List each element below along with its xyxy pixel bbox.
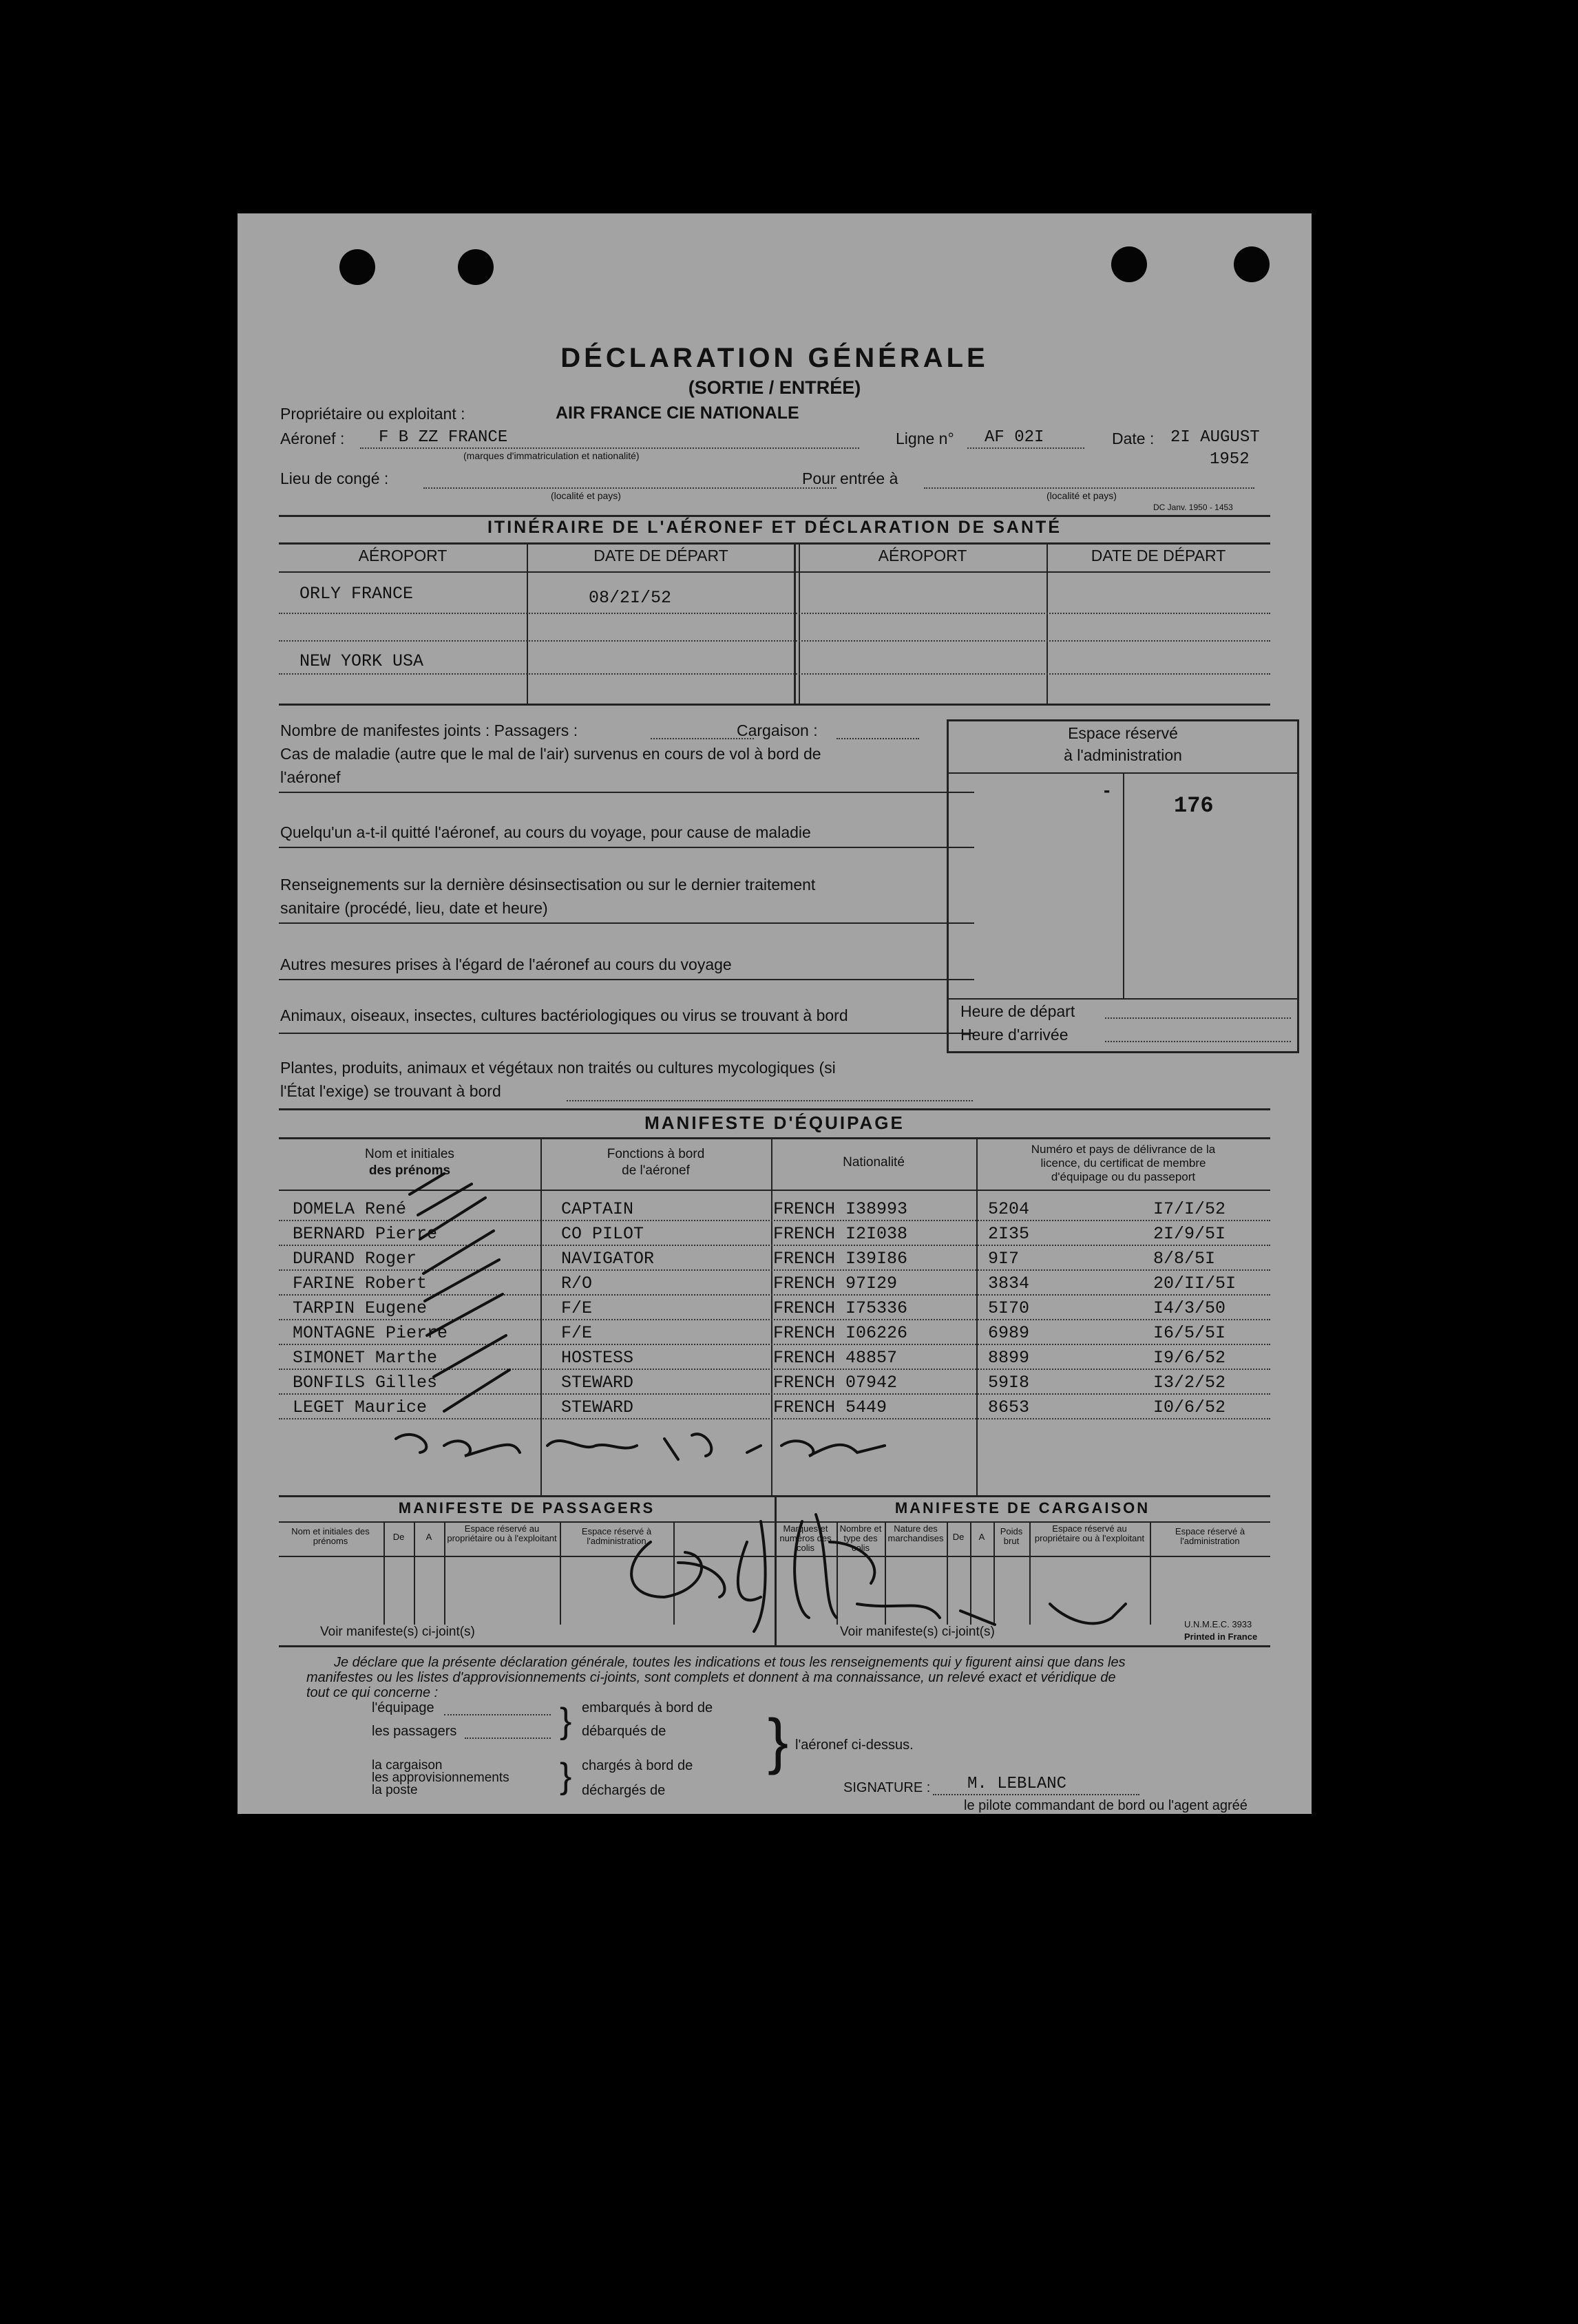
crew-nationality: FRENCH 07942 (773, 1373, 898, 1393)
cargo-see-attached: Voir manifeste(s) ci-joint(s) (840, 1625, 995, 1639)
disembarked-label: débarqués de (582, 1724, 666, 1739)
animals-question: Animaux, oiseaux, insectes, cultures bactériologiques ou virus se trouvant à bord (280, 1006, 848, 1024)
crew-license-date: I3/2/52 (1153, 1373, 1226, 1393)
line-label: Ligne n° (896, 430, 954, 447)
pax-col-owner: Espace réservé au propriétaire ou à l'exploitant (447, 1523, 557, 1543)
crew-col-nationality: Nationalité (843, 1155, 905, 1170)
aircraft-above: l'aéronef ci-dessus. (795, 1737, 914, 1753)
printer-mark-2: Printed in France (1184, 1631, 1258, 1642)
crew-name: SIMONET Marthe (293, 1348, 438, 1368)
col-airport-1: AÉROPORT (358, 547, 448, 564)
declaration-document: DÉCLARATION GÉNÉRALE (SORTIE / ENTRÉE) Propriétaire ou exploitant : AIR FRANCE CIE NATIONALE Aéronef : F B ZZ FRANCE (marques d'immatriculation et nationalité) Ligne n° AF 02I Date : 2I AUGUST 1952 Lieu de congé : (localité et pays) Pour entrée à (localité et pays) DC Janv. 1950 - 1453 ITINÉRAIRE DE L'AÉRONEF ET DÉCLARATION DE SANTÉ AÉROPORT DATE DE DÉPART AÉROPORT DATE DE DÉPART ORLY FRANCE 08/2I/52 NEW YORK USA Nombre de manifestes joints : Passagers : Cargaison : Cas de maladie (autre que le mal de l'air) survenus en cours de vol à bord de l'aéronef Quelqu'un a-t-il quitté l'aéronef, au cours du voyage, pour cause de maladie Renseignements sur la dernière désinsectisation ou sur le dernier traitement sanitaire (procédé, lieu, date et heure) Autres mesures prises à l'égard de l'aéronef au cours du voyage Animaux, oiseaux, insectes, cultures bactériologiques ou virus se trouvant à bord Plantes, produits, animaux et végétaux non traités ou cultures mycologiques (si l'État l'exige) se trouvant à bord Espace réservé à l'administration - 176 Heure de départ Heure d'arrivée MANIFESTE D'ÉQUIPAGE Nom et initiales des prénoms Fonctions à bord de l'aéronef Nationalité Numéro et pays de délivrance de la licence, du certificat de membre d'équipage ou du passeport DOMELA René CAPTAIN FRENCH I38993 5204 I7/I/52 BERNARD Pierre CO PILOT FRENCH I2I038 2I35 2I/9/5I DURAND Roger NAVIGATOR FRENCH I39I86 9I7 8/8/5I FARINE Robert R/O FRENCH 97I29 3834 20/II/5I TARPIN Eugene F/E FRENCH I75336 5I70 I4/3/50 MONTAGNE Pierre F/E FRENCH I06226 6989 I6/5/5I SIMONET Marthe HOSTESS FRENCH 48857 8899 I9/6/52 BONFILS Gilles STEWARD FRENCH 07942 59I8 I3/2/52 LEGET Maurice STEWARD FRENCH 5449 8653 I0/6/52 MANIFESTE DE PASSAGERS MANIFESTE DE CARGAISON Nom et initiales des prénoms De A Espace réservé au propriétaire ou à l'exploitant Espace réservé à l'administration Marques et numéros des colis Nombre et type des colis Nature des marchandises De A Poids brut Espace réservé au propriétaire ou à l'exploitant Espace réservé à l'administration Voir manifeste(s) ci-joint(s) Voir manifeste(s) ci-joint(s) U.N.M.E.C. 3933 Printed in France Je déclare que la présente déclaration générale, toutes les indications et tous les renseignements qui y figurent ainsi que dans les manifestes ou les listes d'approvisionnements ci-joints, sont complets et donnent à ma connaissance, un relevé exact et véridique de tout ce qui concerne : l'équipage les passagers la cargaison les approvisionnements la poste embarqués à bord de débarqués de chargés à bord de déchargés de } } } l'aéronef ci-dessus. SIGNATURE : M. LEBLANC le pilote commandant de bord ou l'agent agréé (238, 213, 1312, 1814)
crew-name: TARPIN Eugene (293, 1298, 428, 1318)
plants-question-2: l'État l'exige) se trouvant à bord (280, 1082, 501, 1100)
cargo-col-to: A (978, 1532, 985, 1542)
crew-function: CAPTAIN (561, 1199, 634, 1219)
unloaded-label: déchargés de (582, 1783, 666, 1798)
declaration-mail: la poste (372, 1783, 418, 1797)
crew-license-date: 2I/9/5I (1153, 1224, 1226, 1244)
aircraft-label: Aéronef : (280, 430, 345, 447)
plants-question: Plantes, produits, animaux et végétaux non traités ou cultures mycologiques (si (280, 1059, 836, 1077)
crew-license-number: 2I35 (988, 1224, 1030, 1244)
crew-function: HOSTESS (561, 1348, 634, 1368)
crew-nationality: FRENCH 97I29 (773, 1274, 898, 1293)
pax-col-name: Nom et initiales des prénoms (291, 1526, 370, 1546)
col-airport-2: AÉROPORT (878, 547, 967, 564)
crew-license-date: I7/I/52 (1153, 1199, 1226, 1219)
crew-license-number: 59I8 (988, 1373, 1030, 1393)
crew-function: NAVIGATOR (561, 1249, 655, 1269)
crew-nationality: FRENCH 5449 (773, 1397, 887, 1417)
crew-function: CO PILOT (561, 1224, 644, 1244)
owner-label: Propriétaire ou exploitant : (280, 405, 465, 423)
crew-col-function-2: de l'aéronef (622, 1163, 690, 1178)
aircraft-note: (marques d'immatriculation et nationalité) (463, 450, 640, 461)
crew-function: F/E (561, 1323, 593, 1343)
crew-license-number: 9I7 (988, 1249, 1020, 1269)
crew-col-name: Nom et initiales (365, 1147, 454, 1161)
itinerary-heading: ITINÉRAIRE DE L'AÉRONEF ET DÉCLARATION DE SANTÉ (487, 518, 1062, 537)
declaration-passengers: les passagers (372, 1724, 457, 1739)
admin-box-title: Espace réservé (1068, 724, 1178, 742)
illness-question: Cas de maladie (autre que le mal de l'air) survenus en cours de vol à bord de (280, 745, 821, 763)
manifests-label: Nombre de manifestes joints : Passagers : (280, 721, 578, 739)
disinsection-question: Renseignements sur la dernière désinsectisation ou sur le dernier traitement (280, 876, 816, 894)
crew-col-function: Fonctions à bord (607, 1147, 705, 1161)
crew-license-date: 20/II/5I (1153, 1274, 1237, 1293)
entry-label: Pour entrée à (802, 469, 898, 487)
pax-col-admin: Espace réservé à l'administration (581, 1526, 652, 1546)
cargo-col-number: Nombre et type des colis (839, 1523, 882, 1553)
crew-license-number: 3834 (988, 1274, 1030, 1293)
arrival-time-label: Heure d'arrivée (960, 1026, 1069, 1044)
pax-col-to: A (425, 1532, 432, 1542)
pax-col-from: De (392, 1532, 405, 1542)
cargo-col-owner: Espace réservé au propriétaire ou à l'exploitant (1034, 1523, 1145, 1543)
itinerary-airport: NEW YORK USA (299, 651, 424, 671)
form-subtitle: (SORTIE / ENTRÉE) (688, 377, 861, 398)
admin-mark: - (1104, 779, 1111, 801)
crew-nationality: FRENCH I2I038 (773, 1224, 908, 1244)
left-aircraft-question: Quelqu'un a-t-il quitté l'aéronef, au cours du voyage, pour cause de maladie (280, 823, 811, 841)
crew-name: LEGET Maurice (293, 1397, 428, 1417)
loaded-label: chargés à bord de (582, 1758, 693, 1773)
crew-license-number: 8653 (988, 1397, 1030, 1417)
col-departure-1: DATE DE DÉPART (593, 547, 728, 564)
admin-box-subtitle: à l'administration (1064, 746, 1182, 764)
signatory-label: le pilote commandant de bord ou l'agent agréé (964, 1798, 1248, 1813)
line-value: AF 02I (985, 428, 1044, 447)
place-note-2: (localité et pays) (1046, 490, 1117, 501)
measures-question: Autres mesures prises à l'égard de l'aéronef au cours du voyage (280, 955, 732, 973)
cargo-col-from: De (952, 1532, 965, 1542)
crew-col-license-2: licence, du certificat de membre (1040, 1156, 1206, 1170)
form-title: DÉCLARATION GÉNÉRALE (560, 343, 989, 373)
departure-time-label: Heure de départ (960, 1002, 1075, 1020)
crew-name: BONFILS Gilles (293, 1373, 438, 1393)
crew-function: R/O (561, 1274, 593, 1293)
crew-name: MONTAGNE Pierre (293, 1323, 448, 1343)
form-reference: DC Janv. 1950 - 1453 (1153, 503, 1233, 512)
cargo-col-marks: Marques et numéros des colis (779, 1523, 832, 1553)
cargo-col-admin: Espace réservé à l'administration (1175, 1526, 1245, 1546)
crew-function: STEWARD (561, 1397, 634, 1417)
date-value: 2I AUGUST (1170, 428, 1260, 447)
col-departure-2: DATE DE DÉPART (1091, 547, 1226, 564)
crew-license-number: 5I70 (988, 1298, 1030, 1318)
crew-nationality: FRENCH I39I86 (773, 1249, 908, 1269)
declaration-text-3: tout ce qui concerne : (306, 1685, 439, 1700)
pax-see-attached: Voir manifeste(s) ci-joint(s) (320, 1625, 475, 1639)
admin-stamp-number: 176 (1174, 793, 1214, 818)
crew-name: FARINE Robert (293, 1274, 428, 1293)
owner-value: AIR FRANCE CIE NATIONALE (556, 403, 799, 423)
crew-license-date: 8/8/5I (1153, 1249, 1216, 1269)
illness-question-2: l'aéronef (280, 768, 341, 786)
cargo-count-label: Cargaison : (737, 721, 818, 739)
declaration-crew: l'équipage (372, 1700, 434, 1715)
date-label: Date : (1112, 430, 1155, 447)
crew-name: BERNARD Pierre (293, 1224, 438, 1244)
crew-function: F/E (561, 1298, 593, 1318)
handwritten-signature (238, 213, 1312, 1814)
declaration-text-2: manifestes ou les listes d'approvisionnements ci-joints, sont complets et donnent à ma connaissance, un relevé exact et véridique de (306, 1670, 1116, 1685)
date-year: 1952 (1210, 450, 1250, 469)
crew-license-number: 5204 (988, 1199, 1030, 1219)
clearance-label: Lieu de congé : (280, 469, 389, 487)
crew-nationality: FRENCH 48857 (773, 1348, 898, 1368)
cargo-manifest-heading: MANIFESTE DE CARGAISON (894, 1499, 1150, 1517)
cargo-col-weight: Poids brut (1000, 1526, 1023, 1546)
disinsection-question-2: sanitaire (procédé, lieu, date et heure) (280, 899, 548, 917)
crew-name: DURAND Roger (293, 1249, 417, 1269)
itinerary-airport: ORLY FRANCE (299, 584, 414, 604)
crew-col-license-3: d'équipage ou du passeport (1051, 1170, 1196, 1183)
crew-license-date: I9/6/52 (1153, 1348, 1226, 1368)
crew-license-date: I6/5/5I (1153, 1323, 1226, 1343)
crew-license-date: I4/3/50 (1153, 1298, 1226, 1318)
declaration-cargo: la cargaison (372, 1758, 443, 1773)
crew-nationality: FRENCH I75336 (773, 1298, 908, 1318)
crew-col-license: Numéro et pays de délivrance de la (1031, 1143, 1216, 1156)
printer-mark: U.N.M.E.C. 3933 (1184, 1619, 1252, 1629)
itinerary-date: 08/2I/52 (589, 588, 672, 608)
signature-label: SIGNATURE : (843, 1780, 931, 1795)
crew-function: STEWARD (561, 1373, 634, 1393)
cargo-col-nature: Nature des marchandises (887, 1523, 944, 1543)
declaration-supplies: les approvisionnements (372, 1771, 509, 1785)
embarked-label: embarqués à bord de (582, 1700, 713, 1715)
declaration-text: Je déclare que la présente déclaration générale, toutes les indications et tous les renseignements qui y figurent ainsi que dans les (334, 1655, 1126, 1670)
crew-name: DOMELA René (293, 1199, 407, 1219)
signature-value: M. LEBLANC (967, 1775, 1067, 1793)
crew-nationality: FRENCH I38993 (773, 1199, 908, 1219)
crew-license-number: 8899 (988, 1348, 1030, 1368)
place-note: (localité et pays) (551, 490, 621, 501)
crew-nationality: FRENCH I06226 (773, 1323, 908, 1343)
passenger-manifest-heading: MANIFESTE DE PASSAGERS (398, 1499, 655, 1517)
crew-license-date: I0/6/52 (1153, 1397, 1226, 1417)
aircraft-value: F B ZZ FRANCE (379, 428, 508, 447)
crew-manifest-heading: MANIFESTE D'ÉQUIPAGE (644, 1112, 905, 1133)
crew-license-number: 6989 (988, 1323, 1030, 1343)
crew-col-name-2: des prénoms (368, 1163, 451, 1178)
